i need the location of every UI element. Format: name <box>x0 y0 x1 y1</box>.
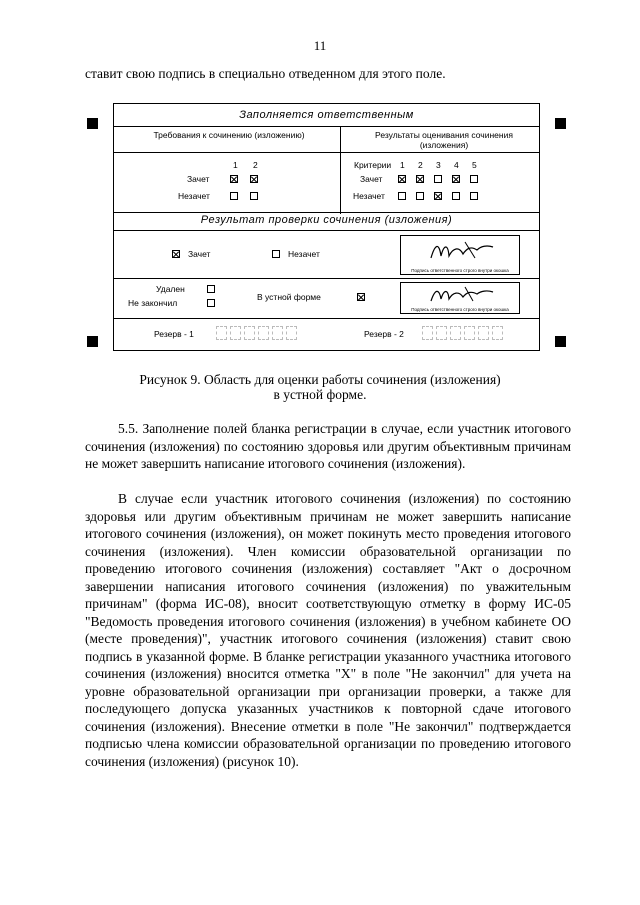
criterion-4: 4 <box>454 160 459 170</box>
crit-3-nezachet-checkbox[interactable] <box>434 192 442 200</box>
crit-4-zachet-checkbox[interactable] <box>452 175 460 183</box>
signature-box-1[interactable] <box>400 235 520 275</box>
signature-mark <box>401 236 519 266</box>
result-heading: Результат проверки сочинения (изложения) <box>200 214 453 226</box>
req-nezachet-label: Незачет <box>178 191 210 201</box>
reserve-2-cell[interactable] <box>478 326 489 340</box>
divider <box>114 278 539 279</box>
paragraph-early-completion: В случае если участник итогового сочинения (изложения) по состоянию здоровья или другим объективным причинам не может завершить написание итогового сочинения (изложения), он может покинуть место проведения итогового сочинения (изложения). Член комиссии образовательной организации по проведению итогового сочинения (изложения) составляет "Акт о досрочном завершении написания итогового сочинения (изложения) по уважительным причинам" (форма ИС-08), вносит соответствующую отметку в форму ИС-05 "Ведомость проведения итогового сочинения (изложения) в учебном кабинете ОО (месте проведения)", участник итогового сочинения (изложения) ставит свою подпись в указанной форме. В бланке регистрации указанного участника итогового сочинения (изложения) вносится отметка "Х" в поле "Не закончил" для учета на уровне образовательной организации при организации проверки, а также для последующего допуска указанных участников к повторной сдаче итогового сочинения (изложения). Внесение отметки в поле "Не закончил" подтверждается подписью члена комиссии образовательной организации по проведению итогового сочинения (изложения) (рисунок 10). <box>85 491 571 769</box>
result-zachet-label: Зачет <box>188 249 211 259</box>
crit-2-zachet-checkbox[interactable] <box>416 175 424 183</box>
reserve-1-cell[interactable] <box>230 326 241 340</box>
req-zachet-label: Зачет <box>187 174 210 184</box>
reserve-2-cell[interactable] <box>492 326 503 340</box>
reserve-2-cell[interactable] <box>436 326 447 340</box>
result-nezachet-checkbox[interactable] <box>272 250 280 258</box>
assessment-form <box>113 103 540 351</box>
req-col-1: 1 <box>233 160 238 170</box>
req-1-zachet-checkbox[interactable] <box>230 175 238 183</box>
reserve-2-cell[interactable] <box>422 326 433 340</box>
req-2-nezachet-checkbox[interactable] <box>250 192 258 200</box>
divider <box>114 318 539 319</box>
paragraph-5-5: 5.5. Заполнение полей бланка регистрации в случае, если участник итогового сочинения (изложения) по состоянию здоровья или другим объективным причинам не может завершить написание итогового сочинения (изложения). <box>85 421 571 471</box>
signature-mark <box>401 283 519 307</box>
criterion-1: 1 <box>400 160 405 170</box>
removed-checkbox[interactable] <box>207 285 215 293</box>
req-1-nezachet-checkbox[interactable] <box>230 192 238 200</box>
reserve-1-cell[interactable] <box>272 326 283 340</box>
reserve-2-label: Резерв - 2 <box>364 329 404 339</box>
oral-form-label: В устной форме <box>257 292 321 302</box>
crit-4-nezachet-checkbox[interactable] <box>452 192 460 200</box>
req-col-2: 2 <box>253 160 258 170</box>
criterion-5: 5 <box>472 160 477 170</box>
removed-label: Удален <box>156 284 185 294</box>
criterion-3: 3 <box>436 160 441 170</box>
divider <box>114 230 539 231</box>
not-finished-label: Не закончил <box>128 298 178 308</box>
reserve-2-cell[interactable] <box>464 326 475 340</box>
reserve-1-label: Резерв - 1 <box>154 329 194 339</box>
crit-zachet-label: Зачет <box>360 174 383 184</box>
corner-marker <box>555 336 566 347</box>
corner-marker <box>87 336 98 347</box>
req-2-zachet-checkbox[interactable] <box>250 175 258 183</box>
signature-caption-2: Подпись ответственного строго внутри окошка <box>411 307 509 312</box>
requirements-heading: Требования к сочинению (изложению) <box>153 130 305 140</box>
corner-marker <box>87 118 98 129</box>
crit-1-nezachet-checkbox[interactable] <box>398 192 406 200</box>
form-header: Заполняется ответственным <box>114 104 539 127</box>
page-number: 11 <box>313 38 327 53</box>
divider <box>114 212 539 213</box>
criteria-label: Критерии <box>354 160 392 170</box>
reserve-1-cell[interactable] <box>244 326 255 340</box>
corner-marker <box>555 118 566 129</box>
signature-box-2[interactable] <box>400 282 520 314</box>
crit-5-nezachet-checkbox[interactable] <box>470 192 478 200</box>
crit-3-zachet-checkbox[interactable] <box>434 175 442 183</box>
intro-line: ставит свою подпись в специально отведенном для этого поле. <box>85 66 446 81</box>
crit-nezachet-label: Незачет <box>353 191 385 201</box>
divider <box>114 152 539 153</box>
figure-caption-line-1: Рисунок 9. Область для оценки работы сочинения (изложения) <box>139 372 501 387</box>
signature-caption-1: Подпись ответственного строго внутри окошка <box>411 268 509 273</box>
divider <box>340 126 341 214</box>
result-nezachet-label: Незачет <box>288 249 320 259</box>
oral-form-checkbox[interactable] <box>357 293 365 301</box>
reserve-1-cell[interactable] <box>216 326 227 340</box>
reserve-1-cell[interactable] <box>286 326 297 340</box>
result-zachet-checkbox[interactable] <box>172 250 180 258</box>
reserve-1-cell[interactable] <box>258 326 269 340</box>
results-heading: Результаты оценивания сочинения (изложения) <box>375 130 513 150</box>
criterion-2: 2 <box>418 160 423 170</box>
not-finished-checkbox[interactable] <box>207 299 215 307</box>
crit-1-zachet-checkbox[interactable] <box>398 175 406 183</box>
reserve-2-cell[interactable] <box>450 326 461 340</box>
crit-5-zachet-checkbox[interactable] <box>470 175 478 183</box>
figure-caption-line-2: в устной форме. <box>273 387 367 402</box>
crit-2-nezachet-checkbox[interactable] <box>416 192 424 200</box>
